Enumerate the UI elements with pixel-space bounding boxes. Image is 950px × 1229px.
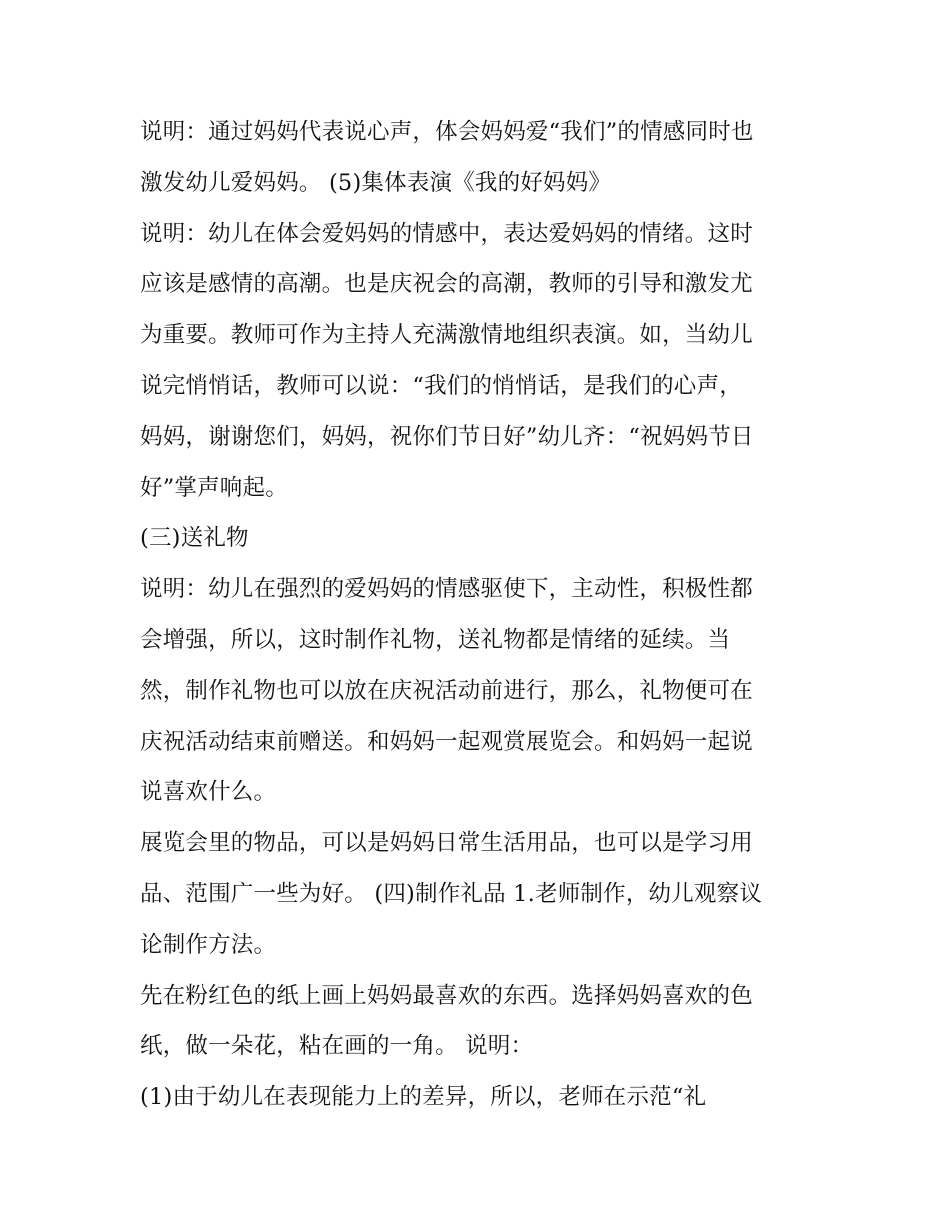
text-line: 庆祝活动结束前赠送。和妈妈一起观赏展览会。和妈妈一起说: [140, 728, 753, 755]
text-line: 然，制作礼物也可以放在庆祝活动前进行，那么，礼物便可在: [140, 677, 753, 704]
text-line: 为重要。教师可作为主持人充满激情地组织表演。如，当幼儿: [140, 322, 753, 349]
text-line: 说喜欢什么。: [140, 779, 277, 806]
body-text: [140, 107, 820, 1123]
text-line: 激发幼儿爱妈妈。 (5)集体表演《我的好妈妈》: [140, 169, 612, 196]
text-line: 先在粉红色的纸上画上妈妈最喜欢的东西。选择妈妈喜欢的色: [140, 982, 753, 1009]
text-line: 好”掌声响起。: [140, 474, 288, 501]
text-line: 会增强，所以，这时制作礼物，送礼物都是情绪的延续。当: [140, 626, 731, 653]
text-line: (1)由于幼儿在表现能力上的差异，所以，老师在示范“礼: [140, 1084, 707, 1111]
text-line: 说完悄悄话，教师可以说：“我们的悄悄话，是我们的心声，: [140, 372, 742, 399]
text-line: 应该是感情的高潮。也是庆祝会的高潮，教师的引导和激发尤: [140, 271, 753, 298]
text-line: 论制作方法。: [140, 931, 277, 958]
section-heading: (三)送礼物: [140, 525, 249, 552]
text-line: 说明：幼儿在强烈的爱妈妈的情感驱使下，主动性，积极性都: [140, 576, 753, 603]
text-line: 纸，做一朵花，粘在画的一角。 说明：: [140, 1033, 534, 1060]
text-line: 妈妈，谢谢您们，妈妈，祝你们节日好”幼儿齐：“祝妈妈节日: [140, 423, 754, 450]
text-line: 说明：通过妈妈代表说心声，体会妈妈爱“我们”的情感同时也: [140, 119, 754, 145]
text-line: 说明：幼儿在体会爱妈妈的情感中，表达爱妈妈的情绪。这时: [140, 220, 753, 247]
text-line: 展览会里的物品，可以是妈妈日常生活用品，也可以是学习用: [140, 830, 753, 857]
text-line: 品、范围广一些为好。 (四)制作礼品 1.老师制作，幼儿观察议: [140, 880, 763, 907]
